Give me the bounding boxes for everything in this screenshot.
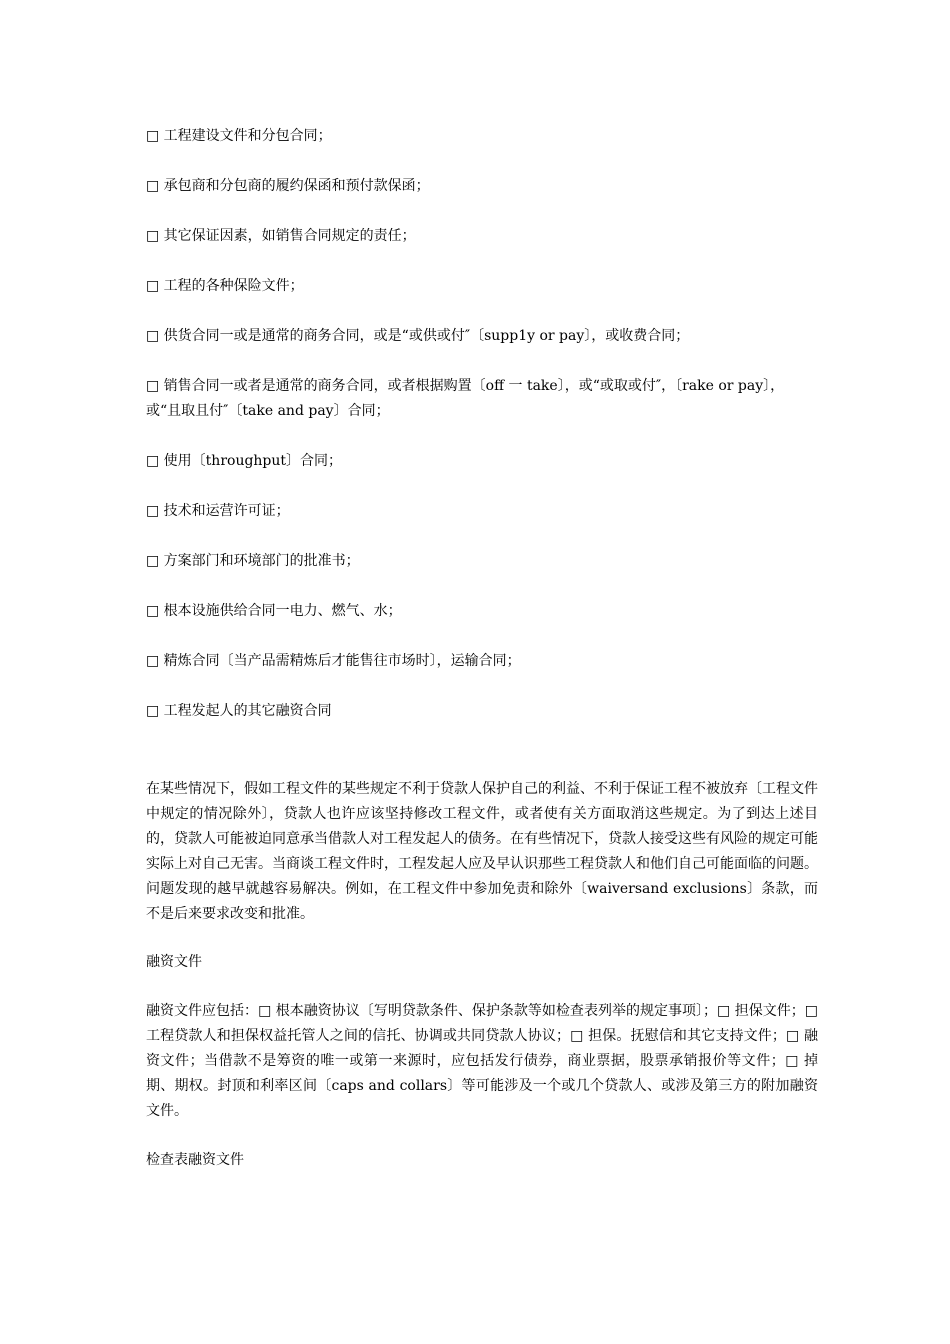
checklist-item: □ 供货合同一或是通常的商务合同，或是“或供或付″〔supp1y or pay〕，或收费合同；	[146, 328, 690, 344]
checklist-item: □ 使用〔throughput〕合同；	[146, 453, 343, 469]
checklist-item: □ 方案部门和环境部门的批准书；	[146, 553, 360, 569]
checklist-item: □ 承包商和分包商的履约保函和预付款保函；	[146, 178, 430, 194]
section-heading: 检查表融资文件	[146, 1152, 244, 1168]
document-page	[146, 124, 818, 1173]
checklist-item: □ 其它保证因素，如销售合同规定的责任；	[146, 228, 416, 244]
body-paragraph: 融资文件应包括：□ 根本融资协议〔写明贷款条件、保护条款等如检查表列举的规定事项〕；□ 担保文件；□ 工程贷款人和担保权益托管人之间的信托、协调或共同贷款人协议；□ 担保。抚慰信和其它支持文件；□ 融资文件；当借款不是筹资的唯一或第一来源时，应包括发行债券，商业票据，股票承销报价等文件；□ 掉期、期权。封顶和利率区间〔caps and collars〕等可能涉及一个或几个贷款人、或涉及第三方的附加融资文件。	[146, 1003, 818, 1119]
body-paragraph: 在某些情况下，假如工程文件的某些规定不利于贷款人保护自己的利益、不利于保证工程不被放弃〔工程文件中规定的情况除外〕，贷款人也许应该坚持修改工程文件，或者使有关方面取消这些规定。为了到达上述目的，贷款人可能被迫同意承当借款人对工程发起人的债务。在有些情况下，贷款人接受这些有风险的规定可能实际上对自己无害。当商谈工程文件时，工程发起人应及早认识那些工程贷款人和他们自己可能面临的问题。问题发现的越早就越容易解决。例如，在工程文件中参加免责和除外〔waiversand exclusions〕条款，而不是后来要求改变和批准。	[146, 781, 818, 922]
checklist-item: □ 精炼合同〔当产品需精炼后才能售往市场时〕，运输合同；	[146, 653, 521, 669]
checklist-item: □ 工程的各种保险文件；	[146, 278, 304, 294]
checklist-item: □ 工程建设文件和分包合同；	[146, 128, 332, 144]
checklist-item: □ 根本设施供给合同一电力、燃气、水；	[146, 603, 402, 619]
checklist-item: □ 工程发起人的其它融资合同	[146, 703, 332, 719]
checklist-item: □ 技术和运营许可证；	[146, 503, 290, 519]
section-heading: 融资文件	[146, 954, 202, 970]
checklist-item: □ 销售合同一或者是通常的商务合同，或者根据购置〔off 一 take〕，或“或取或付″，〔rake or pay〕，或“且取且付″〔take and pay〕合同；	[146, 378, 785, 419]
